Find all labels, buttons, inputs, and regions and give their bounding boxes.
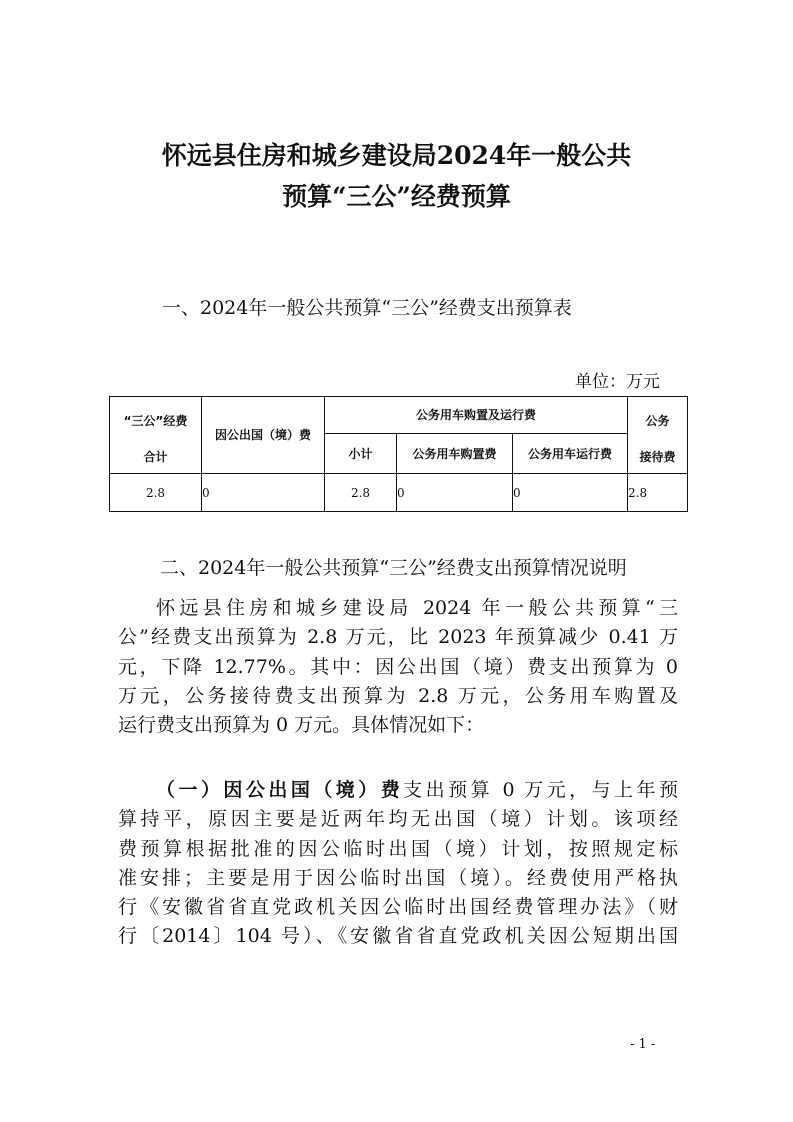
paragraph-line: 公”经费支出预算为 2.8 万元，比 2023 年预算减少 0.41 万 [118,626,678,649]
section-2-heading: 二、2024年一般公共预算“三公”经费支出预算情况说明 [160,557,627,579]
paragraph-line: 费预算根据批准的因公临时出国（境）计划，按照规定标 [118,837,678,860]
paragraph-line: 行《安徽省省直党政机关因公临时出国经费管理办法》（财 [118,896,678,919]
header-total-line-2: 合计 [143,450,168,464]
paragraph-line [118,776,678,805]
paragraph-line: 准安排；主要是用于因公临时出国（境）。经费使用严格执 [118,866,678,889]
cell-vehicle-purchase: 0 [397,474,513,512]
paragraph-line: 元，下降 12.77%。其中：因公出国（境）费支出预算为 0 [118,655,678,678]
document-title-line-2: 预算“三公”经费预算 [282,182,511,211]
cell-vehicle-operation: 0 [513,474,628,512]
header-vehicle-group: 公务用车购置及运行费 [325,397,628,434]
paragraph-line: 运行费支出预算为 0 万元。具体情况如下： [118,714,485,737]
cell-subtotal: 2.8 [325,474,397,512]
header-total-line-1: “三公”经费 [123,414,188,428]
cell-total: 2.8 [110,474,202,512]
header-vehicle-purchase: 公务用车购置费 [397,434,513,474]
header-abroad: 因公出国（境）费 [202,397,325,474]
paragraph-abroad-expenses [118,776,678,952]
header-vehicle-operation: 公务用车运行费 [513,434,628,474]
header-total [110,397,202,474]
header-reception-line-2: 接待费 [639,450,676,464]
cell-reception: 2.8 [628,474,688,512]
cell-abroad: 0 [202,474,325,512]
paragraph-overview [118,594,678,740]
page-number: - 1 - [630,1037,656,1052]
header-reception-line-1: 公务 [645,414,670,428]
paragraph-line: 算持平，原因主要是近两年均无出国（境）计划。该项经 [118,808,678,831]
header-subtotal: 小计 [325,434,397,474]
table-row [110,474,688,512]
subheading-abroad: （一）因公出国（境）费 [156,779,404,801]
section-1-heading: 一、2024年一般公共预算“三公”经费支出预算表 [162,297,572,319]
header-reception [628,397,688,474]
unit-label: 单位：万元 [575,372,660,392]
paragraph-text: 支出预算 0 万元，与上年预 [403,779,678,801]
budget-table [109,396,688,512]
document-title-line-1: 怀远县住房和城乡建设局2024年一般公共 [161,141,632,170]
paragraph-line: 行〔2014〕104 号）、《安徽省省直党政机关因公短期出国 [118,925,678,948]
paragraph-line: 万元，公务接待费支出预算为 2.8 万元，公务用车购置及 [118,684,678,707]
paragraph-line: 怀远县住房和城乡建设局 2024 年一般公共预算“三 [156,597,678,619]
